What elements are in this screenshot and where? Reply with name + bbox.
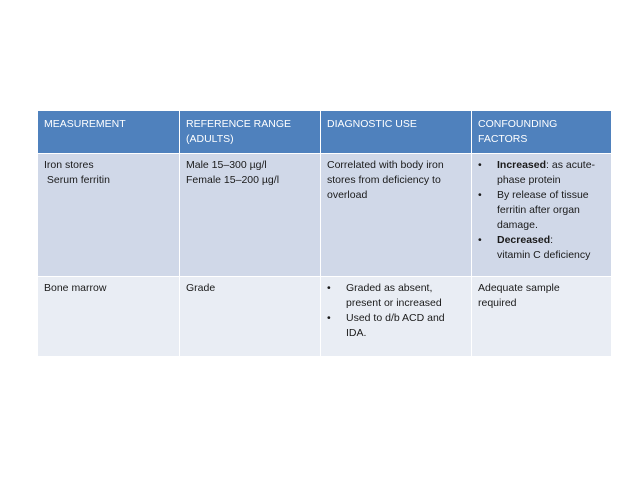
header-reference-range-line1: REFERENCE RANGE	[186, 118, 292, 130]
diagnostic-line: Correlated with body iron	[327, 159, 444, 171]
confounding-text: damage.	[497, 219, 538, 231]
bullet-icon: •	[327, 312, 331, 324]
table-header-row	[38, 111, 611, 153]
bullet-icon: •	[478, 189, 482, 201]
confounding-list	[478, 158, 605, 263]
reference-line: Female 15–200 µg/l	[186, 174, 280, 186]
cell-confounding-factors	[472, 277, 611, 356]
confounding-text: By release of tissue	[497, 189, 589, 201]
list-item	[478, 233, 605, 263]
cell-reference-range	[180, 277, 320, 356]
header-measurement-text: MEASUREMENT	[44, 118, 126, 130]
measurement-line: Bone marrow	[44, 282, 107, 294]
cell-measurement	[38, 154, 179, 276]
confounding-line: required	[478, 297, 517, 309]
confounding-text: vitamin C deficiency	[497, 249, 591, 261]
header-confounding-factors	[472, 111, 611, 153]
confounding-line: Adequate sample	[478, 282, 560, 294]
diagnostic-text: present or increased	[346, 297, 442, 309]
table-row	[38, 154, 611, 276]
cell-reference-range	[180, 154, 320, 276]
measurement-line: Iron stores	[44, 159, 94, 171]
iron-status-table	[37, 110, 612, 357]
cell-confounding-factors	[472, 154, 611, 276]
diagnostic-text: Graded as absent,	[346, 282, 433, 294]
table-row	[38, 277, 611, 356]
header-diagnostic-use	[321, 111, 471, 153]
diagnostic-text: IDA.	[346, 327, 367, 339]
cell-diagnostic-use	[321, 277, 471, 356]
confounding-text: : as acute-	[546, 159, 596, 171]
bullet-icon: •	[478, 159, 482, 171]
confounding-text: phase protein	[497, 174, 561, 186]
header-measurement	[38, 111, 179, 153]
diagnostic-list	[327, 281, 465, 341]
bullet-icon: •	[327, 282, 331, 294]
header-confounding-line1: CONFOUNDING	[478, 118, 558, 130]
header-confounding-line2: FACTORS	[478, 133, 528, 145]
confounding-text: :	[550, 234, 554, 246]
measurement-line: Serum ferritin	[44, 174, 110, 186]
confounding-bold-term: Decreased	[497, 234, 551, 246]
confounding-bold-term: Increased	[497, 159, 547, 171]
cell-measurement	[38, 277, 179, 356]
cell-diagnostic-use	[321, 154, 471, 276]
reference-line: Grade	[186, 282, 216, 294]
list-item	[327, 281, 465, 311]
list-item	[478, 158, 605, 188]
diagnostic-line: overload	[327, 189, 368, 201]
header-diagnostic-use-text: DIAGNOSTIC USE	[327, 118, 417, 130]
header-reference-range	[180, 111, 320, 153]
reference-line: Male 15–300 µg/l	[186, 159, 267, 171]
bullet-icon: •	[478, 234, 482, 246]
list-item	[478, 188, 605, 233]
confounding-text: ferritin after organ	[497, 204, 580, 216]
diagnostic-line: stores from deficiency to	[327, 174, 441, 186]
list-item	[327, 311, 465, 341]
diagnostic-text: Used to d/b ACD and	[346, 312, 445, 324]
header-reference-range-line2: (ADULTS)	[186, 133, 234, 145]
